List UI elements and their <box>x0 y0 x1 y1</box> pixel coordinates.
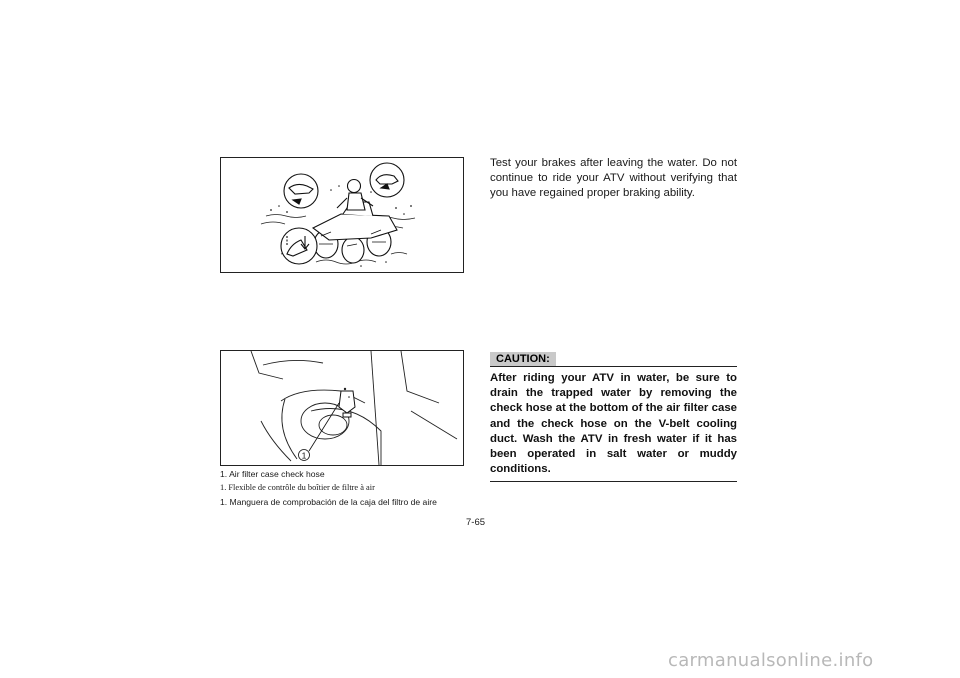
brake-test-paragraph: Test your brakes after leaving the water. Do not continue to ride your ATV without verifying that you have regained proper braking ability. <box>490 157 737 199</box>
caption-english: 1. Air filter case check hose <box>220 469 325 479</box>
caption-spanish: 1. Manguera de comprobación de la caja del filtro de aire <box>220 497 437 507</box>
air-filter-figure <box>220 350 464 466</box>
caution-bottom-rule <box>490 481 737 482</box>
page-number: 7-65 <box>466 517 486 528</box>
caution-header <box>490 352 737 367</box>
air-filter-check-hose-illustration <box>221 351 463 465</box>
caution-box <box>490 352 737 482</box>
atv-water-riding-illustration <box>221 158 463 272</box>
caption-french: 1. Flexible de contrôle du boîtier de filtre à air <box>220 483 375 492</box>
callout-number: 1 <box>301 450 307 461</box>
caution-text: After riding your ATV in water, be sure to drain the trapped water by removing the check hose at the bottom of the air filter case and the check hose on the V-belt cooling duct. Wash the ATV in fresh water if it has been operated in salt water or muddy conditions. <box>490 372 737 476</box>
watermark: carmanualsonline.info <box>668 650 874 671</box>
caution-label: CAUTION: <box>490 352 556 366</box>
atv-water-figure <box>220 157 464 273</box>
